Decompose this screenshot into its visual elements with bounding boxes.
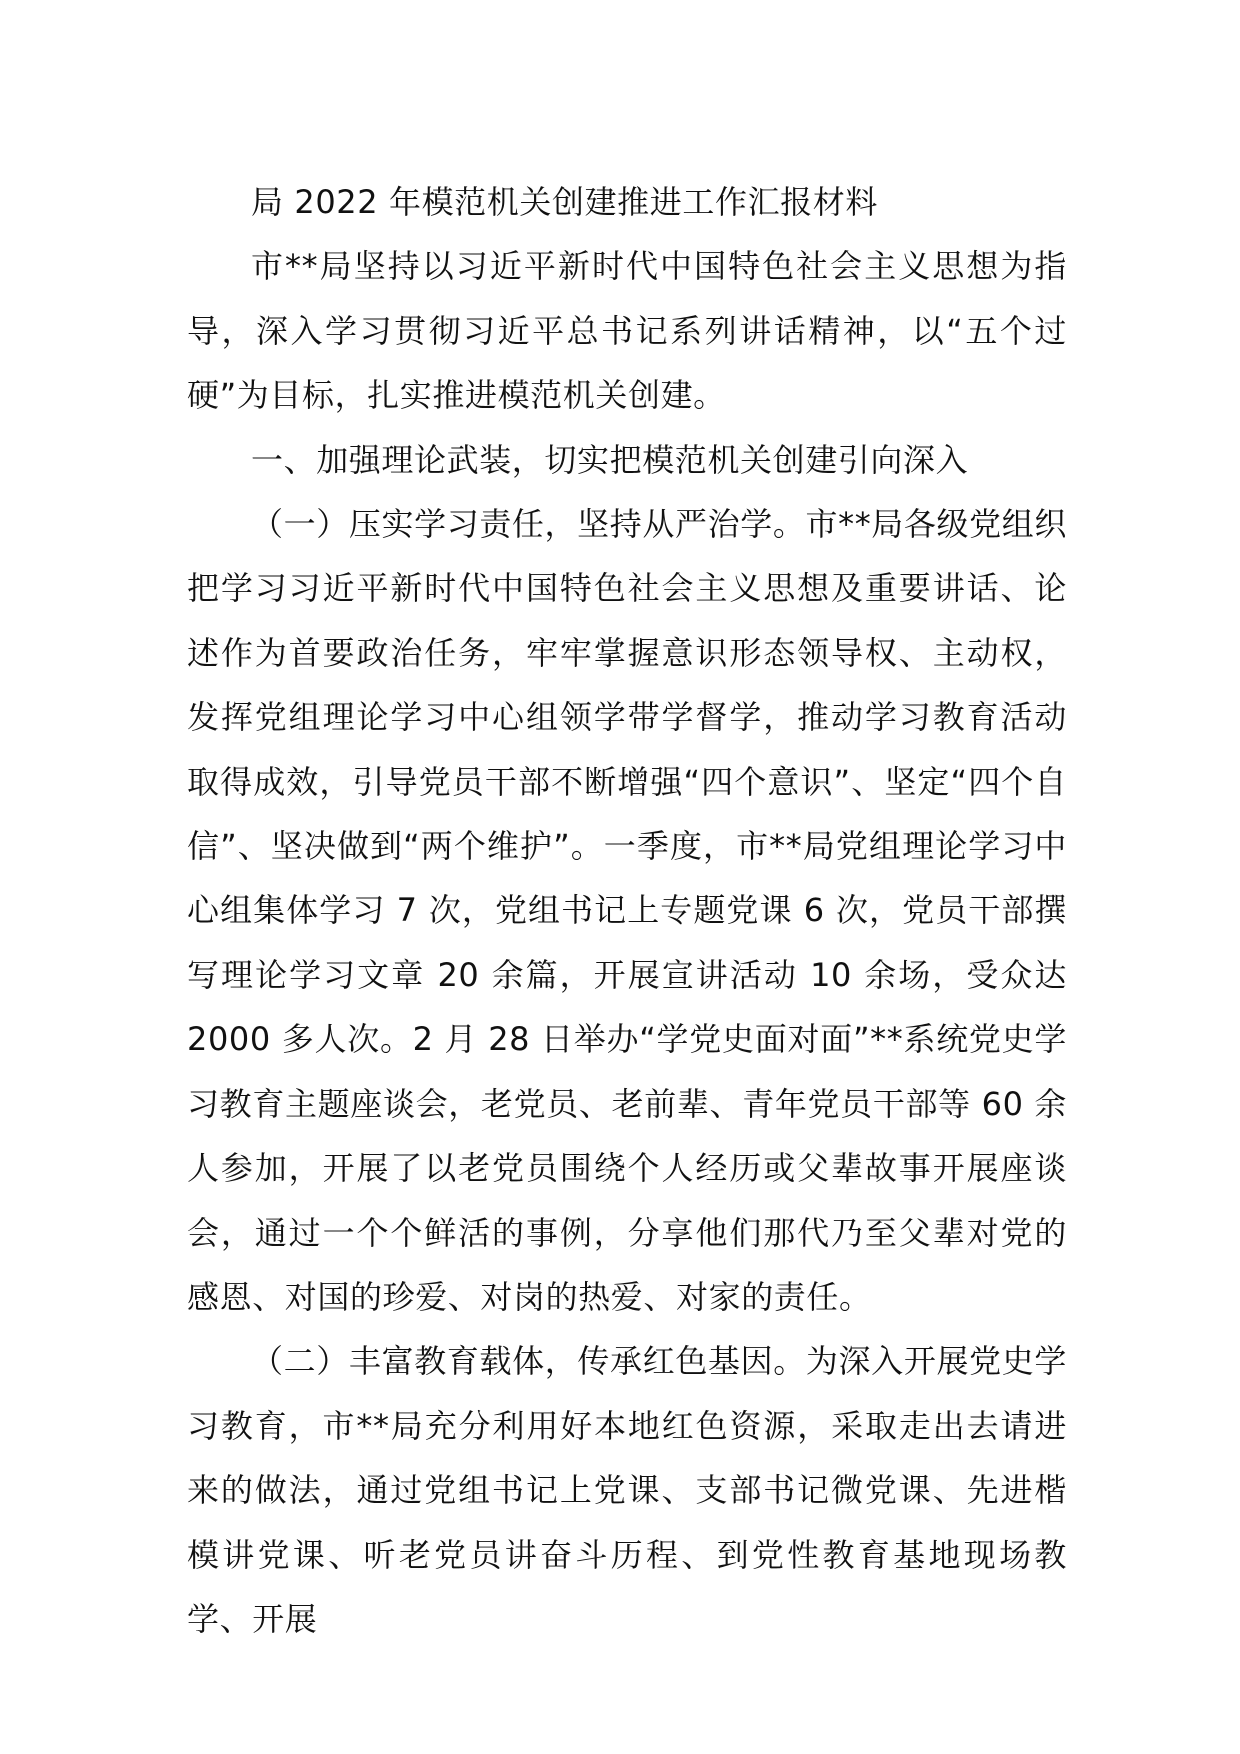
document-title: 局 2022 年模范机关创建推进工作汇报材料 (251, 183, 878, 221)
intro-paragraph: 市**局坚持以习近平新时代中国特色社会主义思想为指导，深入学习贯彻习近平总书记系列讲话精神，以“五个过硬”为目标，扎实推进模范机关创建。 (187, 247, 1067, 415)
document-body (187, 170, 1067, 1651)
subsection-paragraph-1: （一）压实学习责任，坚持从严治学。市**局各级党组织把学习习近平新时代中国特色社会主义思想及重要讲话、论述作为首要政治任务，牢牢掌握意识形态领导权、主动权，发挥党组理论学习中心组领学带学督学，推动学习教育活动取得成效，引导党员干部不断增强“四个意识”、坚定“四个自信”、坚决做到“两个维护”。一季度，市**局党组理论学习中心组集体学习 7 次，党组书记上专题党课 6 次，党员干部撰写理论学习文章 20 余篇，开展宣讲活动 10 余场，受众达 2000 多人次。2 月 28 日举办“学党史面对面”**系统党史学习教育主题座谈会，老党员、老前辈、青年党员干部等 60 余人参加，开展了以老党员围绕个人经历或父辈故事开展座谈会，通过一个个鲜活的事例，分享他们那代乃至父辈对党的感恩、对国的珍爱、对岗的热爱、对家的责任。 (187, 505, 1067, 1316)
subsection-paragraph-2: （二）丰富教育载体，传承红色基因。为深入开展党史学习教育，市**局充分利用好本地红色资源，采取走出去请进来的做法，通过党组书记上党课、支部书记微党课、先进楷模讲党课、听老党员讲奋斗历程、到党性教育基地现场教学、开展 (187, 1342, 1067, 1638)
section-heading-1: 一、加强理论武装，切实把模范机关创建引向深入 (251, 440, 969, 479)
